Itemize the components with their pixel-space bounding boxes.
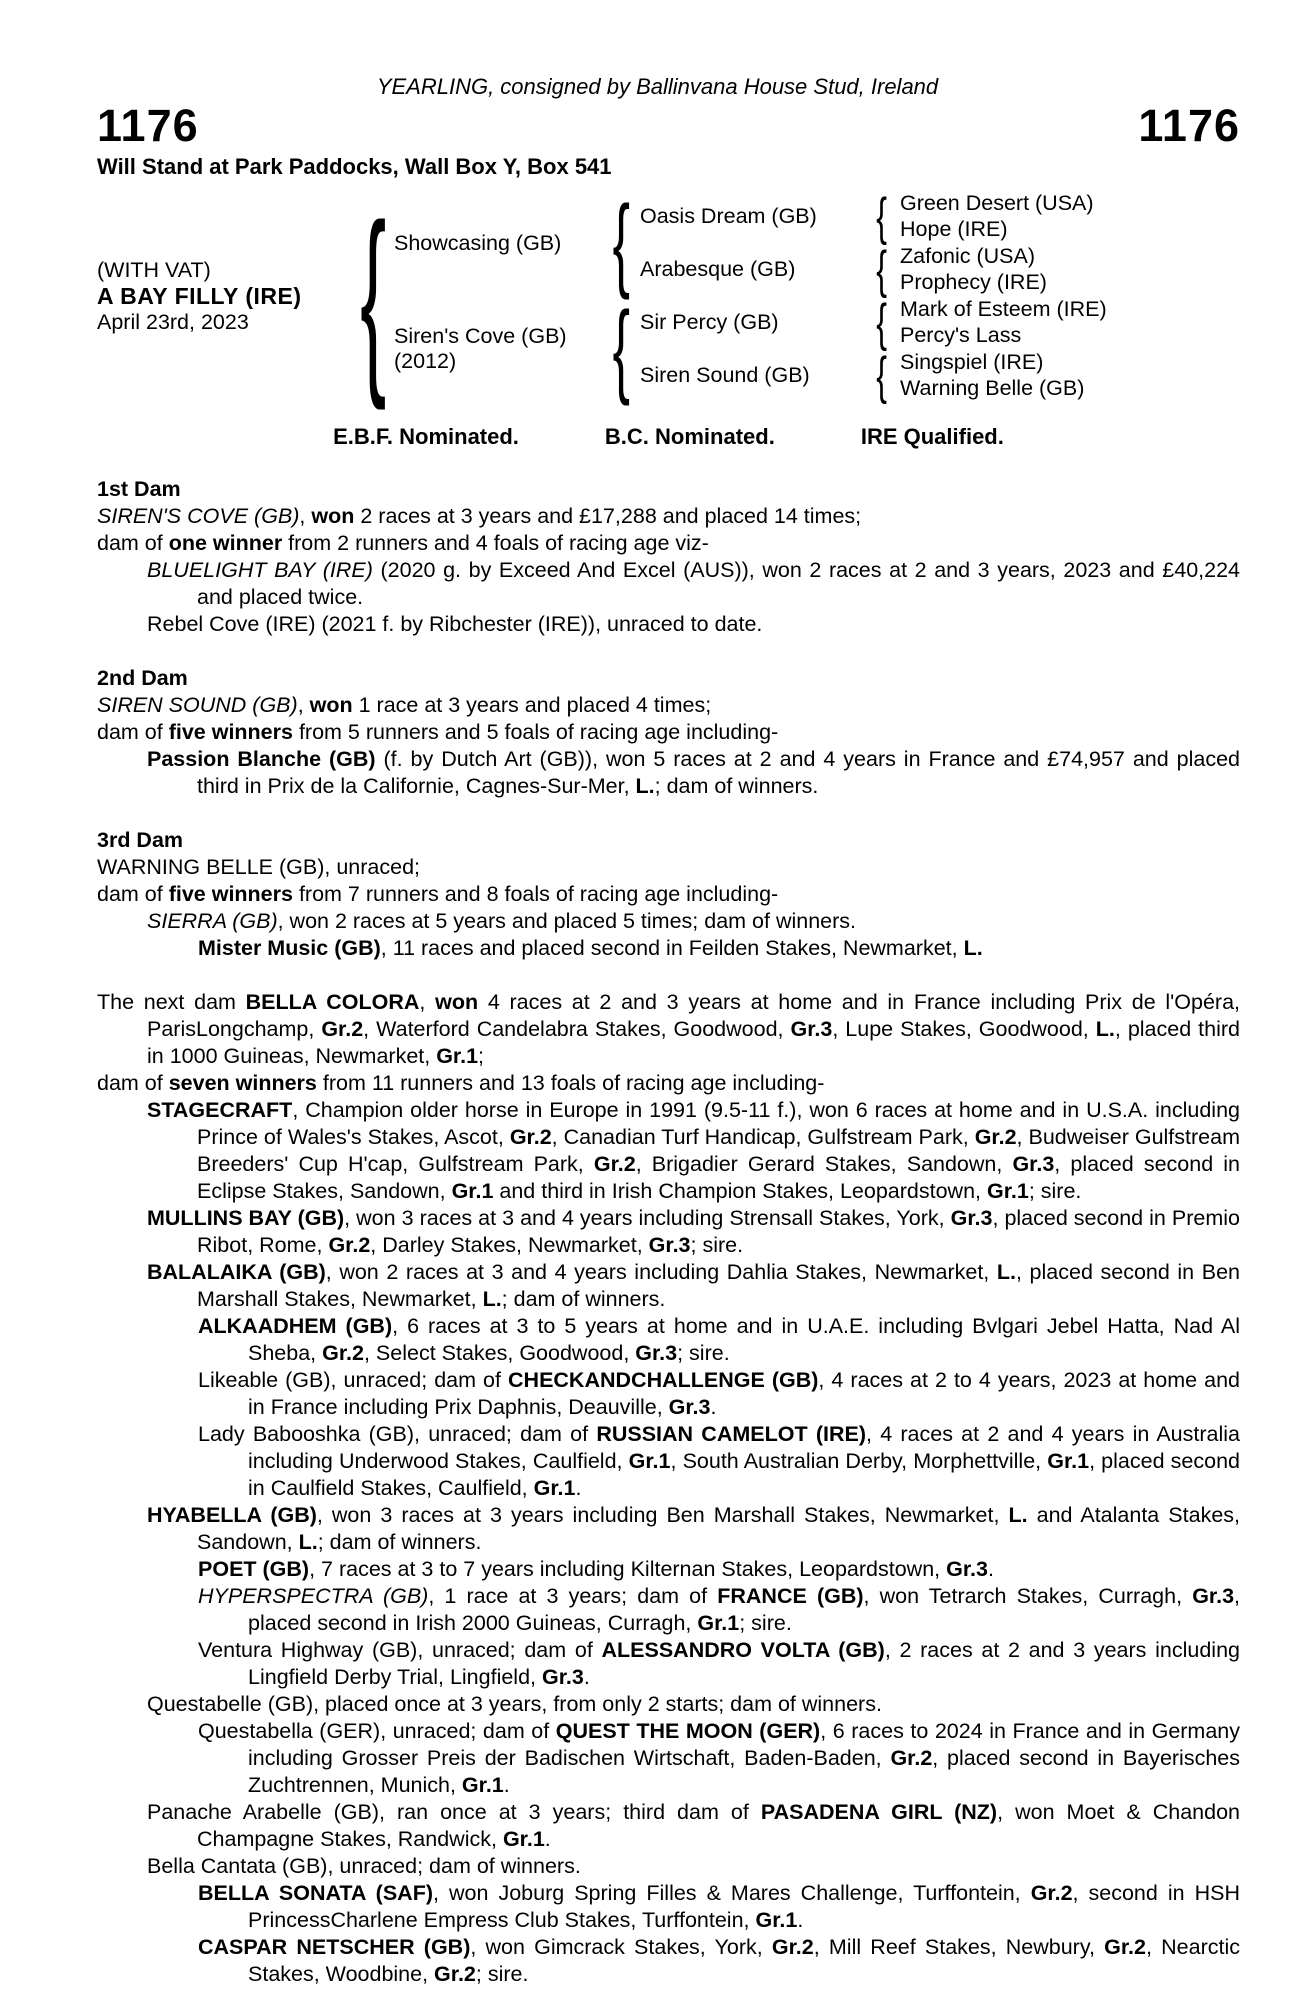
text-run: , Budweiser Gulfstream Breeders' Cup H'cap, Gulfstream Park, [197,1125,1240,1176]
foaling-date: April 23rd, 2023 [97,309,249,334]
text-run: Ventura Highway (GB), unraced; dam of [198,1638,602,1662]
horse-info-cell [97,190,352,402]
pedigree-paragraph [97,1259,1240,1313]
text-run: , Canadian Turf Handicap, Gulfstream Park, [551,1125,975,1149]
text-run: Mister Music (GB) [198,936,381,960]
text-run: ALESSANDRO VOLTA (GB) [601,1638,885,1662]
text-run: . [583,1665,590,1689]
text-run: Gr.2 [509,1125,552,1149]
text-run: , 1 race at 3 years; dam of [428,1584,718,1608]
pedigree-brace-sire [602,190,640,296]
text-run: , won Joburg Spring Filles & Mares Challenge, Turffontein, [433,1881,1031,1905]
text-run: seven winners [168,1071,317,1095]
text-run: Gr.2 [974,1125,1017,1149]
text-run: 1 race at 3 years and placed 4 times; [352,693,712,717]
text-run: ; sire. [739,1611,792,1635]
grandsire-cell: Oasis Dream (GB) [640,204,817,228]
section-heading: 3rd Dam [97,828,184,852]
text-run: L. [298,1530,318,1554]
text-run: Gr.3 [635,1341,678,1365]
text-run: The next dam [97,990,246,1014]
text-run: dam of [97,1071,169,1095]
pedigree-brace-gp1 [864,190,900,243]
text-run: , won Gimcrack Stakes, York, [470,1935,772,1959]
text-run: , [419,990,436,1014]
text-run: Gr.1 [436,1044,479,1068]
pedigree-paragraph [97,611,1240,638]
text-run: , 6 races at 3 to 5 years at home and in U.A.E. including Bvlgari Jebel Hatta, Nad Al Sheba, [248,1314,1240,1365]
text-run: , Mill Reef Stakes, Newbury, [813,1935,1105,1959]
text-run: and third in Irish Champion Stakes, Leopardstown, [493,1179,987,1203]
text-run: CHECKANDCHALLENGE (GB) [508,1368,819,1392]
text-run: , [297,693,310,717]
text-run: from 2 runners and 4 foals of racing age viz- [282,531,709,555]
pedigree-brace-gen1 [352,190,394,402]
text-run: ; sire. [475,1962,529,1986]
text-run: L. [1008,1503,1028,1527]
pedigree-paragraph [97,746,1240,800]
text-run: Gr.1 [697,1611,740,1635]
text-run: . [797,1908,804,1932]
sire-cell [394,190,602,296]
text-run: ALKAADHEM (GB) [198,1314,393,1338]
text-run: , 7 races at 3 to 7 years including Kilternan Stakes, Leopardstown, [309,1557,947,1581]
next-dam-section [97,989,1240,1988]
text-run: ; sire. [677,1341,730,1365]
text-run: STAGECRAFT [147,1098,293,1122]
granddam-cell: Arabesque (GB) [640,257,796,281]
first-dam-section [97,476,1240,638]
text-run: ; sire. [1028,1179,1082,1203]
text-run: , [299,504,312,528]
text-run: Gr.2 [890,1746,933,1770]
text-run: , won 3 races at 3 and 4 years including Strensall Stakes, York, [344,1206,951,1230]
text-run: Gr.1 [755,1908,798,1932]
pedigree-table [97,190,1315,402]
pedigree-brace-gp2 [864,243,900,296]
pedigree-paragraph [97,1421,1240,1502]
text-run: Gr.2 [434,1962,476,1986]
text-run: , 4 races at 2 to 4 years, 2023 at home and in France including Prix Daphnis, Deauville, [248,1368,1240,1419]
text-run: Questabelle (GB), placed once at 3 years, from only 2 starts; dam of winners. [147,1692,882,1716]
text-run: (2020 g. by Exceed And Excel (AUS)), won 2 races at 2 and 3 years, 2023 and £40,224 and placed twice. [197,558,1241,609]
pedigree-paragraph [97,854,1240,881]
pedigree-paragraph [97,1691,1240,1718]
pedigree-paragraph [97,881,1240,908]
text-run: Gr.2 [328,1233,371,1257]
text-run: MULLINS BAY (GB) [147,1206,345,1230]
text-run: won [435,990,479,1014]
text-run: SIREN SOUND (GB) [97,693,298,717]
text-run: , placed second in Bayerisches Zuchtrennen, Munich, [248,1746,1240,1797]
dam-cell [394,296,602,402]
pedigree-paragraph [97,1556,1240,1583]
text-run: L. [996,1260,1016,1284]
text-run: Lady Babooshka (GB), unraced; dam of [198,1422,597,1446]
text-run: . [544,1827,551,1851]
text-run: BELLA COLORA [245,990,420,1014]
pedigree-brace-gp3 [864,296,900,349]
lot-number-row [97,102,1240,150]
pedigree-paragraph [97,503,1240,530]
text-run: WARNING BELLE (GB), unraced; [97,855,420,879]
great-grandparent: Zafonic (USA) [900,243,1036,268]
ebf-nominated-label: E.B.F. Nominated. [333,424,519,449]
text-run: Gr.3 [790,1017,833,1041]
pedigree-paragraph [97,1853,1240,1880]
text-run: , placed second in Caulfield Stakes, Caulfield, [248,1449,1240,1500]
horse-name: A BAY FILLY (IRE) [97,282,302,309]
text-run: , Champion older horse in Europe in 1991 (9.5-11 f.), won 6 races at home and in U.S.A. including Prince of Wales's Stakes, Ascot, [197,1098,1240,1149]
ire-qualified-label: IRE Qualified. [860,424,1004,449]
text-run: , Darley Stakes, Newmarket, [370,1233,649,1257]
pedigree-paragraph [97,1367,1240,1421]
text-run: , placed third in 1000 Guineas, Newmarket, [147,1017,1240,1068]
pedigree-paragraph [97,1934,1240,1988]
text-run: , won 3 races at 3 years including Ben Marshall Stakes, Newmarket, [316,1503,1009,1527]
text-run: QUEST THE MOON (GER) [555,1719,821,1743]
text-run: Gr.2 [771,1935,814,1959]
text-run: 4 races at 2 and 3 years at home and in France including Prix de l'Opéra, ParisLongchamp, [147,990,1241,1041]
text-run: Bella Cantata (GB), unraced; dam of winners. [147,1854,581,1878]
consignor-line: YEARLING, consigned by Ballinvana House Stud, Ireland [376,74,939,99]
text-run: Rebel Cove (IRE) (2021 f. by Ribchester (IRE)), unraced to date. [147,612,763,636]
stand-location-line: Will Stand at Park Paddocks, Wall Box Y, Box 541 [97,154,612,179]
text-run: , placed second in Irish 2000 Guineas, Curragh, [248,1584,1241,1635]
text-run: , Lupe Stakes, Goodwood, [832,1017,1096,1041]
text-run: ; dam of winners. [317,1530,482,1554]
pedigree-paragraph [97,908,1240,935]
text-run: five winners [168,720,293,744]
text-run: 2 races at 3 years and £17,288 and placed 14 times; [354,504,862,528]
pedigree-paragraph [97,692,1240,719]
text-run: Passion Blanche (GB) [147,747,376,771]
second-dam-section [97,665,1240,800]
text-run: Gr.1 [461,1773,504,1797]
text-run: Gr.1 [986,1179,1029,1203]
text-run: . [710,1395,717,1419]
text-run: from 7 runners and 8 foals of racing age including- [292,882,779,906]
text-run: , won 2 races at 5 years and placed 5 times; dam of winners. [277,909,857,933]
text-run: dam of [97,882,169,906]
pedigree-paragraph [97,1070,1240,1097]
bc-nominated-label: B.C. Nominated. [604,424,775,449]
text-run: . [987,1557,994,1581]
great-grandparent: Hope (IRE) [900,217,1008,242]
pedigree-paragraph [97,1502,1240,1556]
text-run: ; [478,1044,485,1068]
text-run: ; sire. [690,1233,744,1257]
dam-year: (2012) [394,349,457,373]
text-run: and Atalanta Stakes, Sandown, [197,1503,1240,1554]
text-run: Gr.2 [593,1152,636,1176]
text-run: Likeable (GB), unraced; dam of [198,1368,509,1392]
text-run: Gr.2 [322,1341,364,1365]
text-run: Panache Arabelle (GB), ran once at 3 years; third dam of [147,1800,761,1824]
pedigree-paragraph [97,1097,1240,1205]
text-run: , 11 races and placed second in Feilden Stakes, Newmarket, [380,936,964,960]
text-run: from 11 runners and 13 foals of racing age including- [316,1071,825,1095]
pedigree-paragraph [97,989,1240,1070]
text-run: , 6 races to 2024 in France and in Germany including Grosser Preis der Badischen Wirtschaft, Baden-Baden, [248,1719,1241,1770]
text-run: , Select Stakes, Goodwood, [363,1341,636,1365]
text-run: Gr.1 [451,1179,494,1203]
great-grandparent: Warning Belle (GB) [900,376,1085,401]
text-run: ; dam of winners. [501,1287,666,1311]
text-run: (f. by Dutch Art (GB)), won 5 races at 2 and 4 years in France and £74,957 and placed third in Prix de la Californie, Cagnes-Sur-Mer, [197,747,1240,798]
text-run: , placed second in Premio Ribot, Rome, [197,1206,1240,1257]
text-run: FRANCE (GB) [717,1584,864,1608]
text-run: BLUELIGHT BAY (IRE) [147,558,373,582]
text-run: Questabella (GER), unraced; dam of [198,1719,556,1743]
text-run: Gr.3 [542,1665,584,1689]
text-run: Gr.2 [1104,1935,1146,1959]
pedigree-brace-gp4 [864,349,900,402]
pedigree-paragraph [97,935,1240,962]
text-run: HYPERSPECTRA (GB) [198,1584,429,1608]
text-run: Gr.1 [502,1827,545,1851]
text-run: , placed second in Ben Marshall Stakes, Newmarket, [197,1260,1240,1311]
text-run: . [575,1476,582,1500]
text-run: L. [635,774,655,798]
dam-name: Siren's Cove (GB) [394,324,567,348]
text-run: Gr.2 [1030,1881,1073,1905]
text-run: . [503,1773,510,1797]
text-run: , second in HSH PrincessCharlene Empress Club Stakes, Turffontein, [248,1881,1241,1932]
text-run: , Nearctic Stakes, Woodbine, [248,1935,1240,1986]
great-grandparent: Percy's Lass [900,323,1022,348]
text-run: Gr.3 [668,1395,711,1419]
text-run: Gr.1 [1047,1449,1090,1473]
text-run: ; dam of winners. [654,774,819,798]
text-run: POET (GB) [198,1557,310,1581]
text-run: L. [1095,1017,1115,1041]
text-run: , Waterford Candelabra Stakes, Goodwood, [363,1017,791,1041]
sire-name: Showcasing (GB) [394,230,562,255]
pedigree-paragraph [97,1313,1240,1367]
text-run: , Brigadier Gerard Stakes, Sandown, [635,1152,1013,1176]
text-run: from 5 runners and 5 foals of racing age including- [292,720,779,744]
text-run: BALALAIKA (GB) [147,1260,326,1284]
text-run: five winners [168,882,293,906]
granddam-cell: Siren Sound (GB) [640,363,810,387]
text-run: RUSSIAN CAMELOT (IRE) [596,1422,866,1446]
text-run: SIREN'S COVE (GB) [97,504,300,528]
text-run: Gr.1 [628,1449,671,1473]
pedigree-paragraph [97,1718,1240,1799]
vat-note: (WITH VAT) [97,257,211,282]
pedigree-paragraph [97,530,1240,557]
text-run: Gr.1 [533,1476,576,1500]
pedigree-paragraph [97,719,1240,746]
text-run: one winner [168,531,283,555]
text-run: , won 2 races at 3 and 4 years including Dahlia Stakes, Newmarket, [325,1260,997,1284]
text-run: won [309,693,353,717]
text-run: Gr.3 [1012,1152,1055,1176]
text-run: , won Moet & Chandon Champagne Stakes, Randwick, [197,1800,1240,1851]
text-run: HYABELLA (GB) [147,1503,317,1527]
great-grandparent: Prophecy (IRE) [900,270,1047,295]
pedigree-paragraph [97,1583,1240,1637]
text-run: SIERRA (GB) [147,909,278,933]
text-run: L. [482,1287,502,1311]
text-run: Gr.3 [648,1233,691,1257]
grandsire-cell: Sir Percy (GB) [640,310,779,334]
great-grandparent: Mark of Esteem (IRE) [900,296,1107,321]
lot-number-right: 1176 [1138,100,1240,151]
pedigree-brace-dam [602,296,640,402]
pedigree-paragraph [97,1799,1240,1853]
pedigree-paragraph [97,557,1240,611]
text-run: , placed second in Eclipse Stakes, Sandown, [197,1152,1240,1203]
text-run: L. [963,936,983,960]
text-run: , South Australian Derby, Morphettville, [670,1449,1048,1473]
pedigree-paragraph [97,1637,1240,1691]
nominations-row [97,424,1240,450]
great-grandparent: Green Desert (USA) [900,190,1094,215]
pedigree-paragraph [97,1880,1240,1934]
text-run: dam of [97,720,169,744]
catalog-body [97,476,1240,1988]
text-run: PASADENA GIRL (NZ) [760,1800,998,1824]
section-heading: 2nd Dam [97,666,188,690]
pedigree-paragraph [97,1205,1240,1259]
text-run: BELLA SONATA (SAF) [198,1881,434,1905]
great-grandparent: Singspiel (IRE) [900,349,1044,374]
lot-number-left: 1176 [97,100,199,151]
text-run: , 2 races at 2 and 3 years including Lingfield Derby Trial, Lingfield, [248,1638,1240,1689]
text-run: Gr.3 [1192,1584,1235,1608]
text-run: , won Tetrarch Stakes, Curragh, [863,1584,1193,1608]
section-heading: 1st Dam [97,477,181,501]
third-dam-section [97,827,1240,962]
text-run: Gr.3 [950,1206,993,1230]
text-run: CASPAR NETSCHER (GB) [198,1935,471,1959]
text-run: Gr.3 [946,1557,988,1581]
text-run: , 4 races at 2 and 4 years in Australia including Underwood Stakes, Caulfield, [248,1422,1240,1473]
text-run: Gr.2 [321,1017,364,1041]
text-run: dam of [97,531,169,555]
text-run: won [311,504,355,528]
